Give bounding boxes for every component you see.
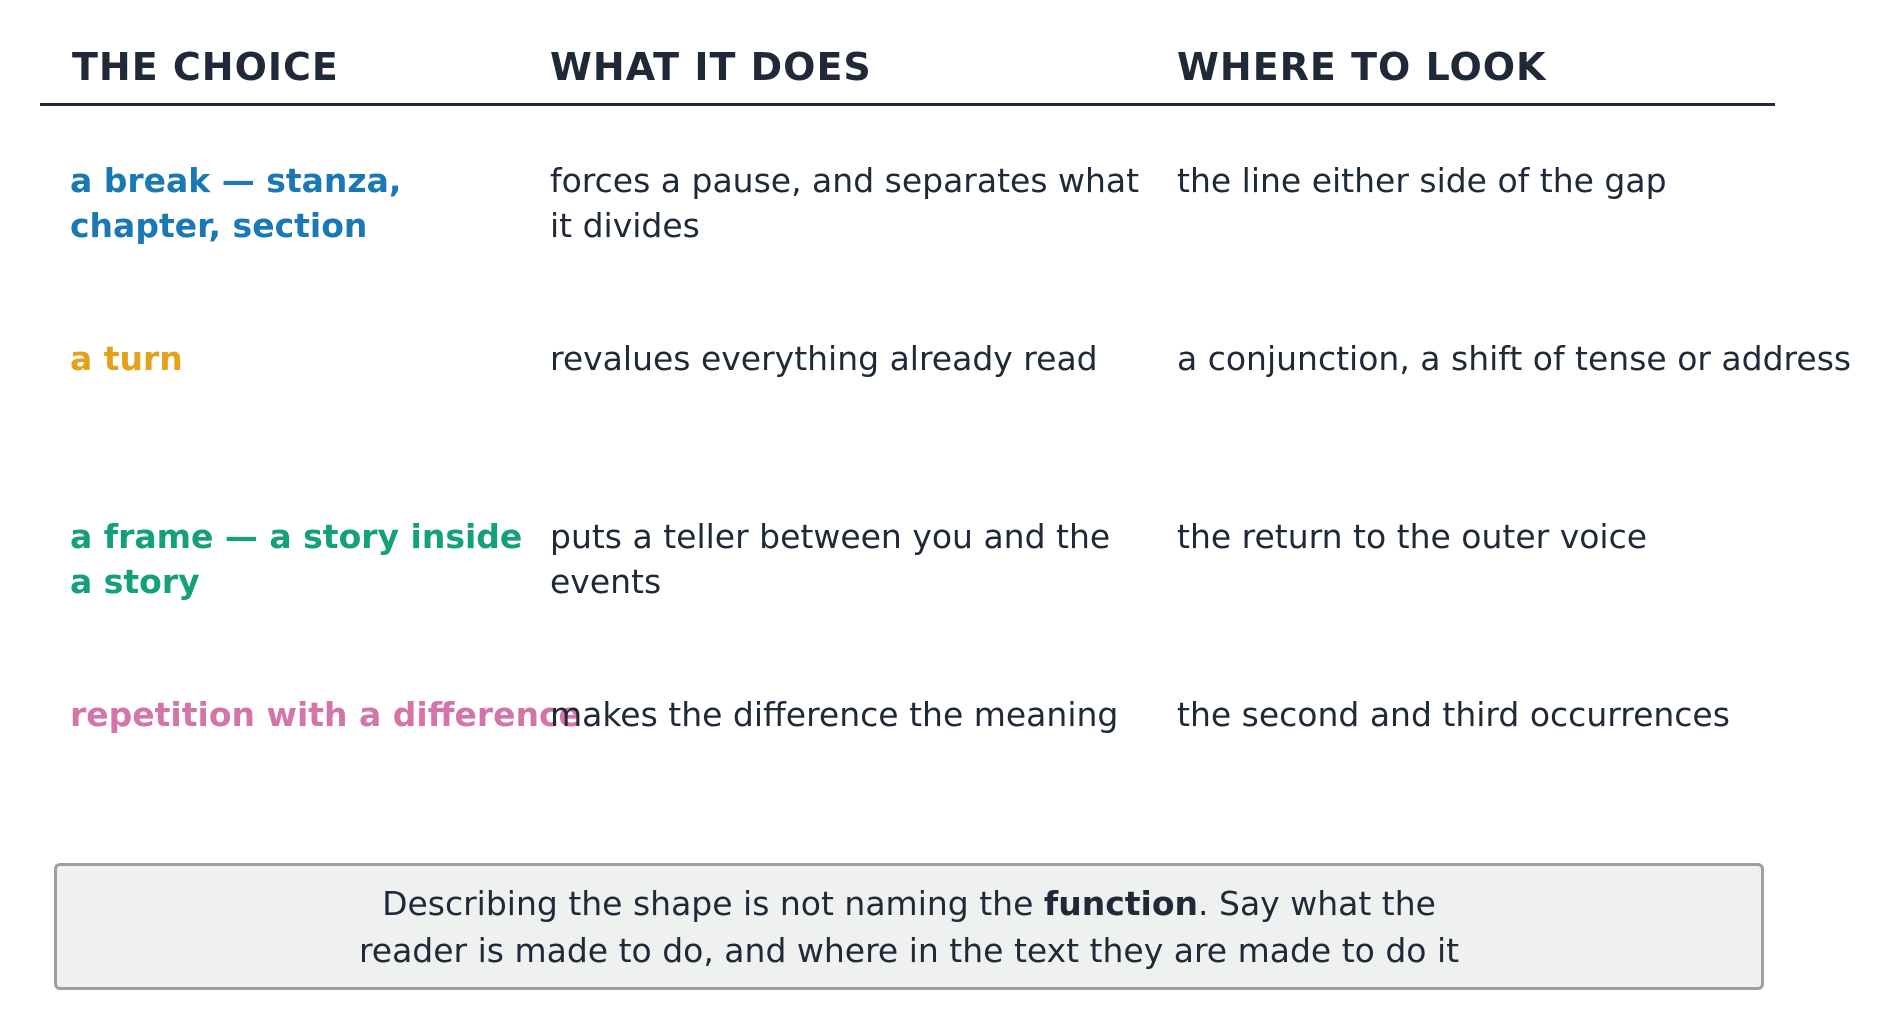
choice-cell: a frame — a story inside a story [70, 517, 523, 601]
table-header [0, 45, 1883, 95]
header-divider [40, 103, 1775, 106]
column-header-choice: THE CHOICE [72, 45, 339, 89]
look-cell: the return to the outer voice [1177, 517, 1648, 556]
does-cell: forces a pause, and separates what it divides [550, 161, 1140, 245]
does-cell: makes the difference the meaning [550, 695, 1119, 734]
choice-cell: a turn [70, 339, 183, 378]
takeaway-callout [54, 863, 1764, 990]
does-cell: revalues everything already read [550, 339, 1098, 378]
choice-cell: repetition with a difference [70, 695, 581, 734]
look-cell: a conjunction, a shift of tense or address [1177, 339, 1852, 378]
callout-emphasis: function [1043, 883, 1199, 923]
callout-text [334, 880, 1484, 974]
column-header-does: WHAT IT DOES [550, 45, 872, 89]
callout-text-before: Describing the shape is not naming the [382, 883, 1044, 923]
does-cell: puts a teller between you and the events [550, 517, 1111, 601]
look-cell: the line either side of the gap [1177, 161, 1667, 200]
look-cell: the second and third occurrences [1177, 695, 1730, 734]
column-header-look: WHERE TO LOOK [1177, 45, 1547, 89]
choice-cell: a break — stanza, chapter, section [70, 161, 402, 245]
callout-text-after: . Say what the reader is made to do, and where in the text they are made to do it [358, 883, 1460, 970]
